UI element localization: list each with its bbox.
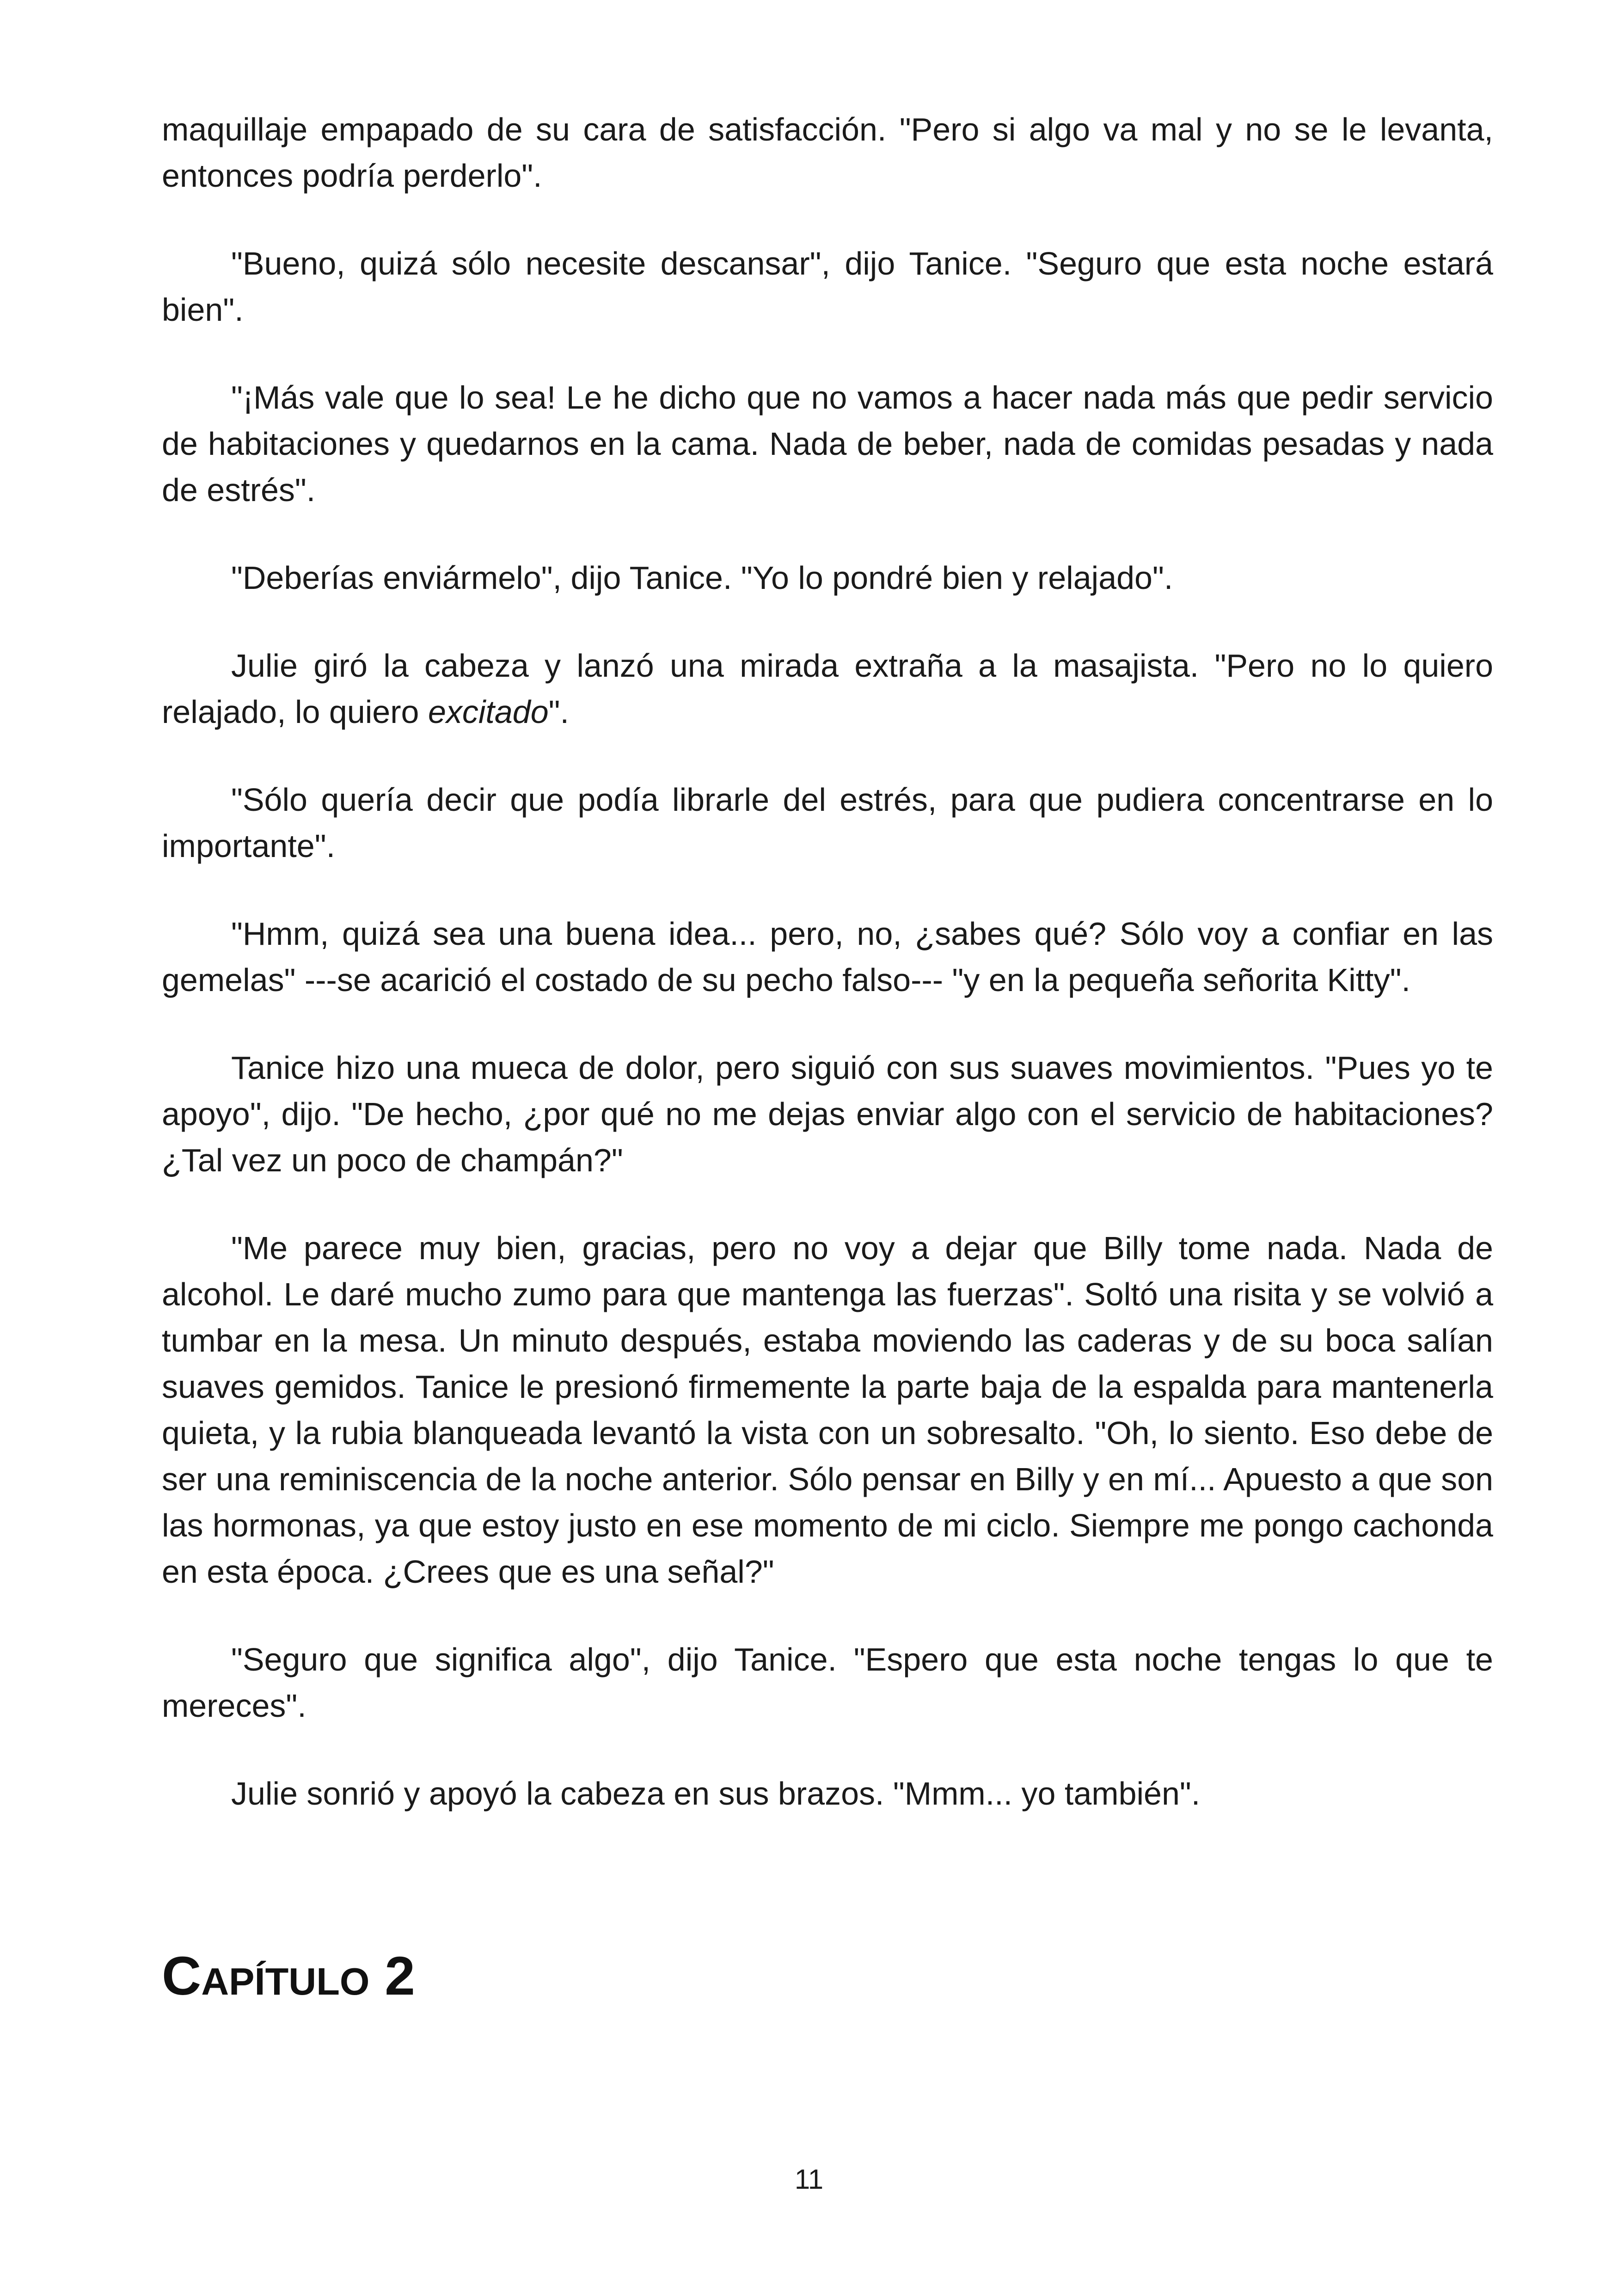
paragraph: Tanice hizo una mueca de dolor, pero siguió con sus suaves movimientos. "Pues yo te apoyo", dijo. "De hecho, ¿por qué no me dejas enviar algo con el servicio de habitaciones? ¿Tal vez un poco de champán?" (162, 1050, 1493, 1178)
paragraph-julie (162, 643, 1493, 735)
paragraph: Julie sonrió y apoyó la cabeza en sus brazos. "Mmm... yo también". (231, 1776, 1201, 1812)
paragraph: maquillaje empapado de su cara de satisfacción. "Pero si algo va mal y no se le levanta, entonces podría perderlo". (162, 111, 1493, 194)
page-number: 11 (794, 2164, 824, 2195)
chapter-heading: Capítulo 2 (162, 1946, 415, 2007)
paragraph: "Seguro que significa algo", dijo Tanice. "Espero que esta noche tengas lo que te mereces". (162, 1641, 1493, 1724)
paragraph: "Me parece muy bien, gracias, pero no voy a dejar que Billy tome nada. Nada de alcohol. Le daré mucho zumo para que mantenga las fuerzas". Soltó una risita y se volvió a tumbar en la mesa. Un minuto después, estaba moviendo las caderas y de su boca salían suaves gemidos. Tanice le presionó firmemente la parte baja de la espalda para mantenerla quieta, y la rubia blanqueada levantó la vista con un sobresalto. "Oh, lo siento. Eso debe de ser una reminiscencia de la noche anterior. Sólo pensar en Billy y en mí... Apuesto a que son las hormonas, ya que estoy justo en ese momento de mi ciclo. Siempre me pongo cachonda en esta época. ¿Crees que es una señal?" (162, 1230, 1493, 1590)
paragraph: "Sólo quería decir que podía librarle del estrés, para que pudiera concentrarse en lo importante". (162, 782, 1493, 864)
paragraph: "¡Más vale que lo sea! Le he dicho que no vamos a hacer nada más que pedir servicio de habitaciones y quedarnos en la cama. Nada de beber, nada de comidas pesadas y nada de estrés". (162, 380, 1493, 508)
paragraph: "Hmm, quizá sea una buena idea... pero, no, ¿sabes qué? Sólo voy a confiar en las gemelas" ---se acarició el costado de su pecho falso--- "y en la pequeña señorita Kitty". (162, 916, 1493, 998)
body-text (162, 106, 1493, 1858)
paragraph-text: Julie giró la cabeza y lanzó una mirada extraña a la masajista. "Pero no lo quiero relajado, lo quiero (162, 648, 1493, 730)
paragraph: "Deberías enviármelo", dijo Tanice. "Yo lo pondré bien y relajado". (231, 560, 1173, 596)
paragraph: "Bueno, quizá sólo necesite descansar", dijo Tanice. "Seguro que esta noche estará bien". (162, 245, 1493, 328)
emphasized-word: excitado (428, 694, 549, 730)
paragraph-text: ". (548, 694, 569, 730)
